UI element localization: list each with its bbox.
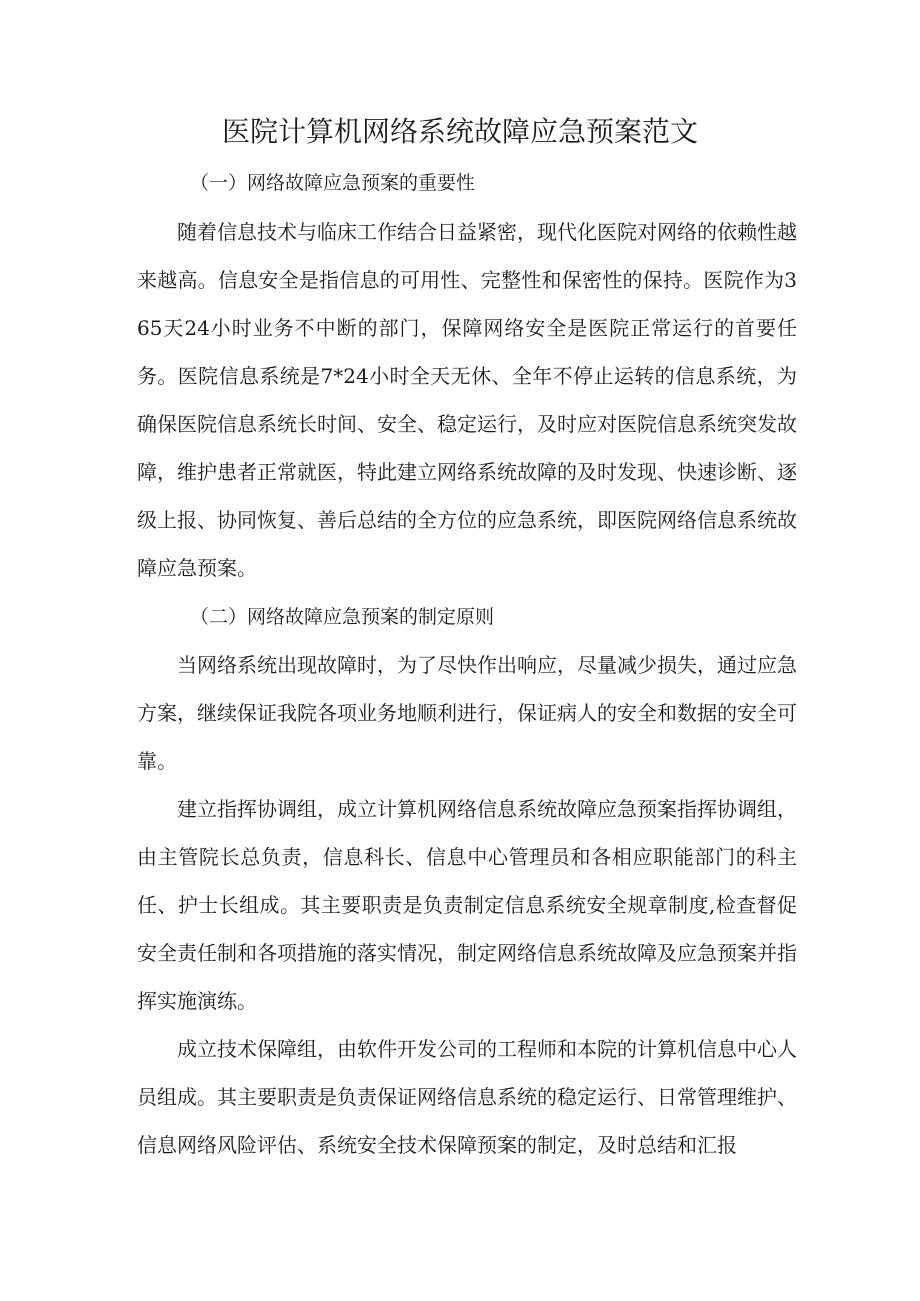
document-title: 医院计算机网络系统故障应急预案范文 [221,115,698,148]
paragraph-response: 当网络系统出现故障时，为了尽快作出响应，尽量减少损失，通过应急方案，继续保证我院各项业务地顺利进行，保证病人的安全和数据的安全可靠。 [137,653,797,773]
paragraph-command-group: 建立指挥协调组，成立计算机网络信息系统故障应急预案指挥协调组，由主管院长总负责，信息科长、信息中心管理员和各相应职能部门的科主任、护士长组成。其主要职责是负责制定信息系统安全规章制度,检查督促安全责任制和各项措施的落实情况，制定网络信息系统故障及应急预案并指挥实施演练。 [137,797,797,1013]
section-heading-importance: （一）网络故障应急预案的重要性 [190,172,476,194]
section-heading-principles: （二）网络故障应急预案的制定原则 [190,606,495,628]
paragraph-tech-support-group: 成立技术保障组，由软件开发公司的工程师和本院的计算机信息中心人员组成。其主要职责是负责保证网络信息系统的稳定运行、日常管理维护、信息网络风险评估、系统安全技术保障预案的制定，及时总结和汇报 [137,1037,797,1157]
paragraph-importance: 随着信息技术与临床工作结合日益紧密，现代化医院对网络的依赖性越来越高。信息安全是指信息的可用性、完整性和保密性的保持。医院作为365天24小时业务不中断的部门，保障网络安全是医院正常运行的首要任务。医院信息系统是7*24小时全天无休、全年不停止运转的信息系统，为确保医院信息系统长时间、安全、稳定运行，及时应对医院信息系统突发故障，维护患者正常就医，特此建立网络系统故障的及时发现、快速诊断、逐级上报、协同恢复、善后总结的全方位的应急系统，即医院网络信息系统故障应急预案。 [137,220,797,580]
